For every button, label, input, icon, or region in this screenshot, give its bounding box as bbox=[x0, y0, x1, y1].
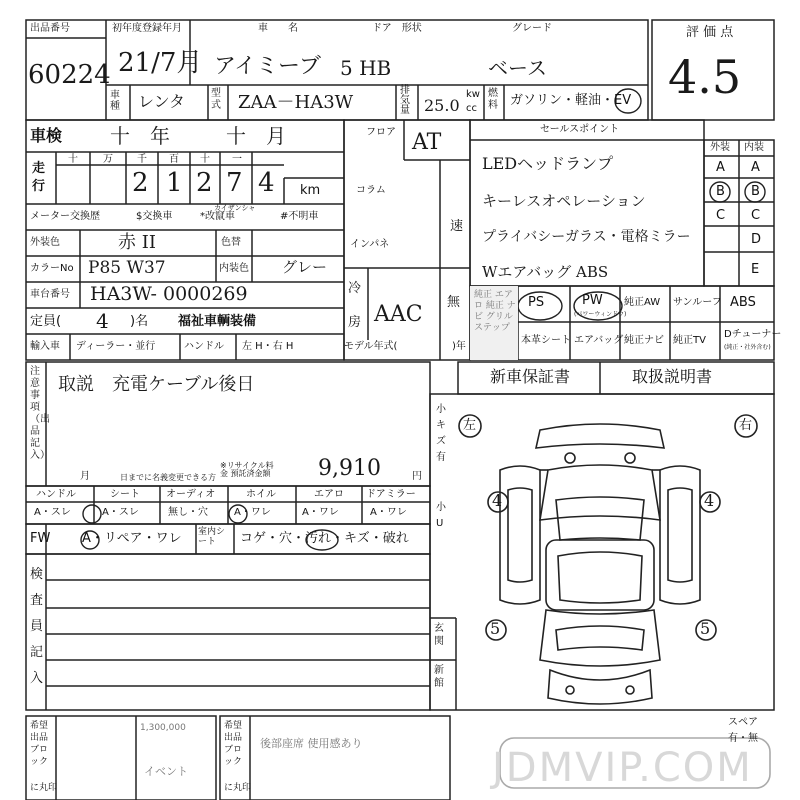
seat-label: 室内シート bbox=[198, 527, 226, 547]
part-h-aero: エアロ bbox=[314, 489, 344, 500]
disp-value: 25.0 bbox=[424, 96, 460, 115]
meter-opt2: *改竄車 bbox=[200, 211, 235, 222]
digit-4: 7 bbox=[226, 168, 243, 198]
part-v-handle: A・スレ bbox=[34, 507, 71, 518]
pure-label-2: 純正 bbox=[485, 301, 504, 311]
digit-label-1: 万 bbox=[103, 154, 113, 165]
car-diagram bbox=[459, 415, 770, 791]
equip-tv: 純正TV bbox=[673, 335, 706, 346]
equip-leather: 本革シート bbox=[521, 335, 571, 346]
mark-front-right: 4 bbox=[704, 491, 715, 510]
sales-line-3: プライバシーガラス・電格ミラー bbox=[482, 229, 691, 245]
equip-aw: 純正AW bbox=[624, 297, 661, 308]
recycle-label: ※リサイクル料金 預託済金額 bbox=[220, 461, 274, 478]
side-label-1: 玄関 bbox=[434, 623, 444, 647]
grade-ext-b: B bbox=[716, 184, 725, 199]
notes-month: 月 bbox=[80, 471, 90, 482]
pure-labels bbox=[474, 290, 516, 334]
dealer-label: ディーラー・並行 bbox=[76, 341, 156, 352]
footer-left-text: 1,300,000 bbox=[140, 723, 186, 733]
reg-value: 21/7月 bbox=[118, 48, 203, 78]
meter-opt2-ruby: カイザンシャ bbox=[214, 204, 256, 212]
equip-abs: ABS bbox=[730, 295, 756, 310]
meter-opt3: #不明車 bbox=[280, 211, 319, 222]
spare-label: スペア bbox=[728, 717, 758, 728]
part-v-wheel: A・ワレ bbox=[234, 507, 271, 518]
model-year-label: モデル年式( bbox=[344, 341, 398, 352]
part-h-mirror: ドアミラー bbox=[366, 489, 416, 500]
reg-label: 初年度登録年月 bbox=[112, 23, 182, 34]
grade-int-d: D bbox=[751, 232, 762, 247]
digit-1: 2 bbox=[132, 168, 149, 198]
pure-label-4: グリル bbox=[485, 312, 513, 322]
sales-line-4: Wエアバッグ ABS bbox=[482, 263, 609, 281]
ext-color-label: 外装色 bbox=[30, 237, 60, 248]
inspection-label: 車検 bbox=[30, 126, 63, 145]
disp-unit-top: kw bbox=[466, 89, 480, 100]
warranty-label: 新車保証書 bbox=[490, 367, 571, 386]
ac-none: 無 bbox=[447, 295, 461, 310]
part-v-audio: 無し・穴 bbox=[168, 507, 208, 518]
color-no-value: P85 W37 bbox=[88, 258, 166, 278]
chassis-label: 車種 bbox=[110, 90, 120, 112]
score-label: 評 価 点 bbox=[686, 25, 734, 40]
mark-front-left: 4 bbox=[492, 491, 503, 510]
disp-label: 排気量 bbox=[400, 85, 410, 116]
ac-label2: 房 bbox=[348, 315, 362, 330]
part-h-seat: シート bbox=[110, 489, 140, 500]
notes-date-note: 日までに名義変更できる方 bbox=[120, 473, 216, 482]
seat-value: コゲ・穴・汚れ・キズ・破れ bbox=[240, 531, 409, 546]
vin-label: 車台番号 bbox=[30, 289, 70, 300]
color-replace-label: 色替 bbox=[221, 237, 241, 248]
disp-unit-bottom: cc bbox=[466, 103, 477, 114]
shift-floor: フロア bbox=[366, 127, 396, 138]
ext-color-value: 赤 II bbox=[118, 232, 156, 253]
score-value: 4.5 bbox=[668, 50, 742, 104]
pure-label-5: ステップ bbox=[474, 323, 510, 333]
door-shape: 5 HB bbox=[340, 56, 392, 80]
digit-5: 4 bbox=[258, 168, 275, 198]
fw-label: FW bbox=[30, 531, 51, 546]
grade-int-c: C bbox=[751, 208, 761, 223]
doors-label: ドア 形状 bbox=[372, 23, 422, 34]
limit-label: に丸印 bbox=[30, 783, 58, 793]
shift-column: コラム bbox=[356, 185, 386, 196]
mark-rear-right: 5 bbox=[700, 619, 711, 638]
pure-label-0: 純正 bbox=[474, 290, 493, 300]
capacity-suffix: )名 bbox=[130, 314, 149, 329]
digit-3: 2 bbox=[196, 168, 213, 198]
part-h-wheel: ホイル bbox=[246, 489, 276, 500]
grade-int-e: E bbox=[751, 262, 760, 277]
ac-value: AAC bbox=[374, 302, 423, 327]
small-scratch-label: 小キズ有 bbox=[436, 404, 446, 463]
pure-label-1: エアロ bbox=[474, 290, 513, 311]
notes-label: 注意事項（出品記入） bbox=[30, 366, 50, 461]
recycle-yen: 円 bbox=[412, 471, 422, 482]
color-no-label: カラーNo bbox=[30, 263, 74, 274]
mileage-label: 走行 bbox=[32, 161, 46, 194]
limit-label-2: に丸印 bbox=[224, 783, 252, 793]
pure-label-3: ナビ bbox=[474, 301, 516, 322]
part-v-aero: A・ワレ bbox=[302, 507, 339, 518]
digit-label-5: 一 bbox=[232, 154, 242, 165]
lot-label: 出品番号 bbox=[30, 23, 70, 34]
fuel-label: 燃料 bbox=[488, 88, 498, 111]
right-label: 右 bbox=[739, 418, 753, 433]
capacity-label: 定員( bbox=[30, 314, 62, 329]
handle-label: ハンドル bbox=[184, 341, 224, 352]
welfare-label: 福祉車輌装備 bbox=[178, 314, 257, 329]
sales-line-2: キーレスオペレーション bbox=[482, 192, 646, 210]
type-label: 型式 bbox=[211, 88, 221, 111]
capacity-value: 4 bbox=[96, 309, 109, 333]
left-label: 左 bbox=[463, 418, 477, 433]
digit-label-4: 十 bbox=[200, 154, 210, 165]
int-color-label: 内装色 bbox=[219, 263, 249, 274]
model-name: アイミーブ bbox=[214, 54, 321, 79]
mark-rear-left: 5 bbox=[490, 619, 501, 638]
grade-h1: 外装 bbox=[710, 142, 730, 153]
equip-airbag: エアバッグ bbox=[574, 335, 624, 346]
sales-title: セールスポイント bbox=[540, 124, 620, 135]
side-label-2: 新館 bbox=[434, 665, 444, 689]
int-color-value: グレー bbox=[282, 258, 328, 276]
manual-label: 取扱説明書 bbox=[632, 367, 713, 386]
part-v-mirror: A・ワレ bbox=[370, 507, 407, 518]
digit-label-2: 千 bbox=[137, 154, 147, 165]
part-h-audio: オーディオ bbox=[166, 489, 216, 500]
speed-label: 速 bbox=[450, 219, 464, 234]
spare-options: 有・無 bbox=[728, 733, 758, 744]
equip-navi: 純正ナビ bbox=[624, 335, 664, 346]
event-label: イベント bbox=[144, 765, 188, 778]
inspector-label: 検査員記入 bbox=[30, 567, 44, 686]
recycle-value: 9,910 bbox=[318, 456, 381, 481]
sales-line-1: LEDヘッドランプ bbox=[482, 154, 614, 173]
hope-label: 希望出品ブロック bbox=[30, 721, 49, 767]
inspection-year: 十 年 bbox=[110, 124, 170, 148]
model-year-suffix: )年 bbox=[452, 341, 466, 352]
vin-value: HA3W- 0000269 bbox=[90, 283, 248, 305]
part-h-handle: ハンドル bbox=[36, 489, 76, 500]
equip-dtuner-sub: (純正・社外含む) bbox=[724, 344, 771, 351]
mileage-unit: km bbox=[300, 183, 321, 198]
fw-value: A・リペア・ワレ bbox=[82, 531, 182, 546]
equip-pw-sub: (パワーウィンドウ) bbox=[574, 311, 627, 318]
grade-int-b: B bbox=[751, 184, 760, 199]
equip-sunroof: サンルーフ bbox=[673, 297, 722, 308]
carname-label: 車 名 bbox=[258, 23, 298, 34]
grade-int-a: A bbox=[751, 160, 760, 175]
equip-dtuner: Dチューナー bbox=[724, 329, 782, 340]
fuel-value: ガソリン・軽油・EV bbox=[510, 93, 632, 108]
watermark: JDMVIP.COM bbox=[492, 745, 753, 791]
grade-h2: 内装 bbox=[744, 142, 764, 153]
shift-inpane: インパネ bbox=[350, 239, 390, 250]
part-v-seat: A・スレ bbox=[102, 507, 139, 518]
digit-2: 1 bbox=[166, 168, 183, 198]
grade-ext-a: A bbox=[716, 160, 725, 175]
footer-note: 後部座席 使用感あり bbox=[260, 737, 363, 750]
meter-label: メーター交換歴 bbox=[30, 211, 100, 222]
meter-opt1: $交換車 bbox=[136, 211, 173, 222]
shift-at: AT bbox=[412, 130, 442, 155]
lot-number: 60224 bbox=[28, 60, 111, 90]
ac-label1: 冷 bbox=[348, 281, 362, 296]
equip-ps: PS bbox=[528, 295, 545, 310]
import-label: 輸入車 bbox=[30, 341, 60, 352]
notes-text: 取説 充電ケーブル後日 bbox=[58, 374, 255, 395]
hope-label-2: 希望出品ブロック bbox=[224, 721, 243, 767]
inspection-month: 十 月 bbox=[226, 124, 286, 148]
type-value: ZAA－HA3W bbox=[238, 92, 354, 113]
grade-value: ベース bbox=[488, 56, 547, 80]
digit-label-3: 百 bbox=[169, 154, 179, 165]
grade-ext-c: C bbox=[716, 208, 726, 223]
equip-pw: PW bbox=[582, 293, 603, 308]
chassis-value: レンタ bbox=[138, 92, 185, 111]
handle-value: 左 H・右 H bbox=[242, 341, 294, 352]
grade-label: グレード bbox=[512, 23, 552, 34]
digit-label-0: 十 bbox=[68, 154, 78, 165]
small-u-label: 小U bbox=[436, 502, 446, 529]
